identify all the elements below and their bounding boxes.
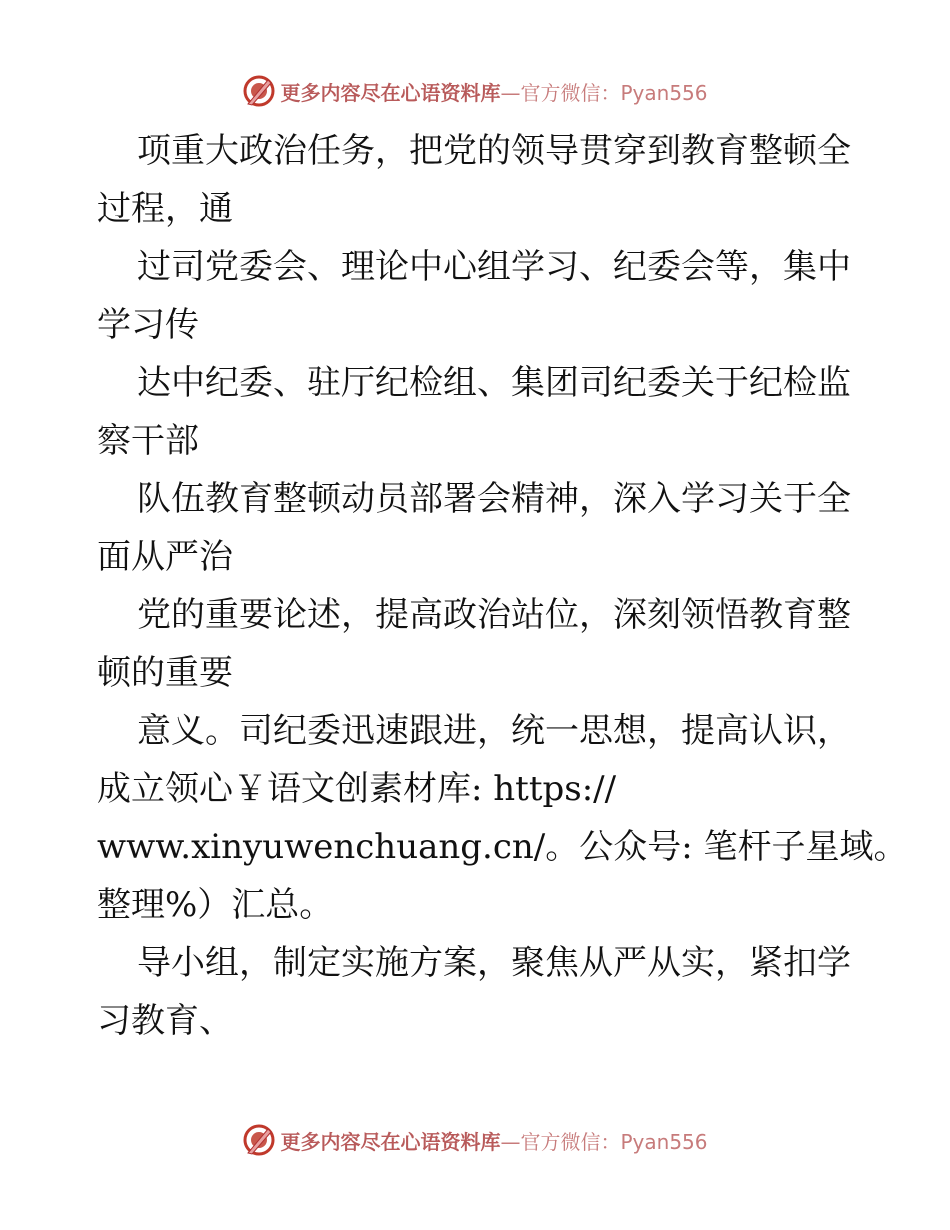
body-line: 项重大政治任务，把党的领导贯穿到教育整顿全 bbox=[137, 131, 851, 171]
banner-text bbox=[280, 1126, 707, 1155]
footer-banner bbox=[0, 1120, 950, 1160]
banner-title: 更多内容尽在心语资料库 bbox=[280, 80, 501, 105]
header-banner bbox=[0, 71, 950, 111]
body-line: 成立领心￥语文创素材库: https:// bbox=[97, 769, 617, 809]
banner-title: 更多内容尽在心语资料库 bbox=[280, 1129, 501, 1154]
body-line: 整理%）汇总。 bbox=[97, 885, 334, 925]
quill-logo-icon bbox=[242, 74, 276, 108]
banner-wechat-id: Pyan556 bbox=[620, 1129, 708, 1154]
body-line: 过程，通 bbox=[97, 189, 233, 229]
body-line: 习教育、 bbox=[97, 1001, 233, 1041]
body-line: 党的重要论述，提高政治站位，深刻领悟教育整 bbox=[137, 595, 851, 635]
banner-official-label: 官方微信： bbox=[520, 80, 621, 105]
document-body bbox=[97, 122, 908, 1050]
banner-dash: — bbox=[500, 1129, 521, 1154]
body-line: 学习传 bbox=[97, 305, 199, 345]
body-line: 意义。司纪委迅速跟进，统一思想，提高认识， bbox=[137, 711, 851, 751]
body-line: 过司党委会、理论中心组学习、纪委会等，集中 bbox=[137, 247, 851, 287]
banner-wechat-id: Pyan556 bbox=[620, 80, 708, 105]
body-line: 达中纪委、驻厅纪检组、集团司纪委关于纪检监 bbox=[137, 363, 851, 403]
body-line: 察干部 bbox=[97, 421, 199, 461]
banner-official-label: 官方微信： bbox=[520, 1129, 621, 1154]
body-line: 导小组，制定实施方案，聚焦从严从实，紧扣学 bbox=[137, 943, 851, 983]
quill-logo-icon bbox=[242, 1123, 276, 1157]
banner-dash: — bbox=[500, 80, 521, 105]
body-line: 队伍教育整顿动员部署会精神，深入学习关于全 bbox=[137, 479, 851, 519]
body-line: 顿的重要 bbox=[97, 653, 233, 693]
banner-text bbox=[280, 77, 707, 106]
body-line: 面从严治 bbox=[97, 537, 233, 577]
body-line: www.xinyuwenchuang.cn/。公众号: 笔杆子星域。 bbox=[97, 827, 908, 867]
